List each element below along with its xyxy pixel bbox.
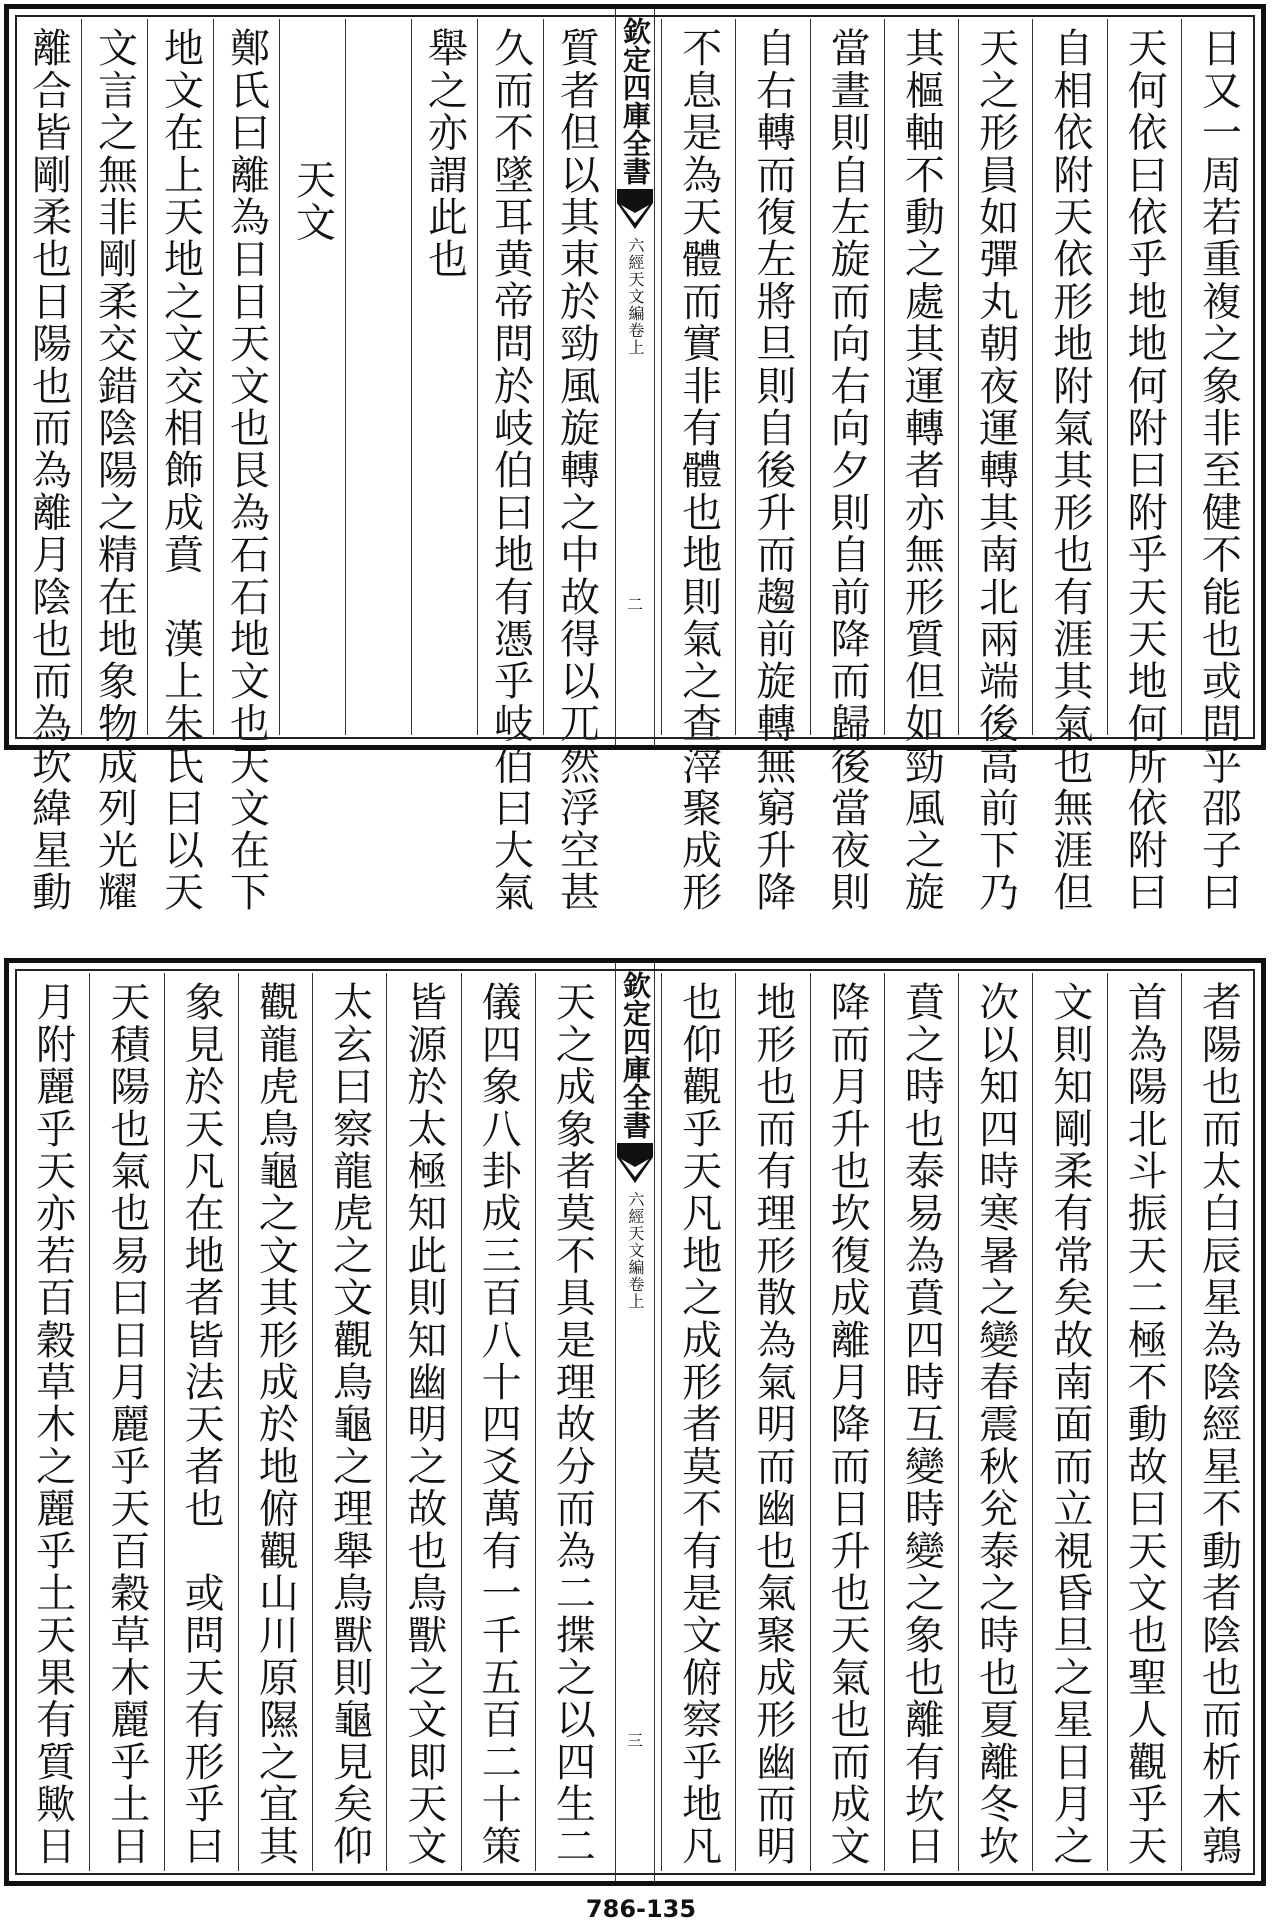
fishtail-mark-icon xyxy=(617,1143,653,1183)
band-title: 欽定四庫全書 xyxy=(619,17,652,185)
page-footer-number: 786-135 xyxy=(585,1895,697,1923)
text-column: 觀龍虎鳥龜之文其形成於地俯觀山川原隰之宜其 xyxy=(238,973,312,1871)
text-column: 不息是為天體而實非有體也地則氣之查滓聚成形 xyxy=(661,19,735,735)
text-column: 其樞軸不動之處其運轉者亦無形質但如勁風之旋 xyxy=(884,19,958,735)
text-column: 首為陽北斗振天二極不動故曰天文也聖人觀乎天 xyxy=(1107,973,1181,1871)
text-column: 儀四象八卦成三百八十四爻萬有一千五百二十策 xyxy=(461,973,535,1871)
fishtail-mark-icon xyxy=(617,189,653,229)
text-column: 也仰觀乎天凡地之成形者莫不有是文俯察乎地凡 xyxy=(661,973,735,1871)
text-column: 天積陽也氣也易曰日月麗乎天百穀草木麗乎土日 xyxy=(89,973,163,1871)
text-column: 文言之無非剛柔交錯陰陽之精在地象物成列光耀 xyxy=(81,19,147,735)
band-page-number: 三 xyxy=(626,1731,643,1750)
text-column: 天何依曰依乎地地何附曰附乎天天地何所依附曰 xyxy=(1107,19,1181,735)
band-book-info: 六經天文編卷上 xyxy=(626,237,645,356)
text-column: 天之形員如彈丸朝夜運轉其南北兩端後高前下乃 xyxy=(958,19,1032,735)
text-column: 久而不墜耳黄帝問於岐伯曰地有憑乎岐伯曰大氣 xyxy=(477,19,543,735)
text-column: 自右轉而復左將旦則自後升而趨前旋轉無窮升降 xyxy=(735,19,809,735)
text-column: 太玄曰察龍虎之文觀鳥龜之理舉鳥獸則龜見矣仰 xyxy=(312,973,386,1871)
text-column: 質者但以其束於勁風旋轉之中故得以兀然浮空甚 xyxy=(543,19,609,735)
text-column: 次以知四時寒暑之變春震秋兊泰之時也夏離冬坎 xyxy=(958,973,1032,1871)
text-column: 賁之時也泰易為賁四時互變時變之象也離有坎日 xyxy=(884,973,958,1871)
top-left-half xyxy=(9,9,615,914)
text-column: 文則知剛柔有常矣故南面而立視昏旦之星日月之 xyxy=(1032,973,1106,1871)
text-column: 皆源於太極知此則知幽明之故也鳥獸之文即天文 xyxy=(386,973,460,1871)
center-fold-band xyxy=(615,9,655,745)
text-column: 自相依附天依形地附氣其形也有涯其氣也無涯但 xyxy=(1032,19,1106,735)
band-book-info: 六經天文編卷上 xyxy=(626,1191,645,1310)
top-right-half xyxy=(655,9,1261,914)
band-page-number: 二 xyxy=(626,595,643,614)
center-fold-band xyxy=(615,963,655,1881)
bottom-left-half xyxy=(9,963,615,1881)
text-column: 地文在上天地之文交相飾成賁 漢上朱氏曰以天 xyxy=(147,19,213,735)
text-column: 天之成象者莫不具是理故分而為二揲之以四生二 xyxy=(535,973,609,1871)
text-column: 當晝則自左旋而向右向夕則自前降而歸後當夜則 xyxy=(810,19,884,735)
text-column: 地形也而有理形散為氣明而幽也氣聚成形幽而明 xyxy=(735,973,809,1871)
text-column: 月附麗乎天亦若百穀草木之麗乎土天果有質歟日 xyxy=(15,973,89,1871)
bottom-right-half xyxy=(655,963,1261,1881)
text-column: 者陽也而太白辰星為陰經星不動者陰也而析木鶉 xyxy=(1181,973,1255,1871)
text-column: 降而月升也坎復成離月降而日升也天氣也而成文 xyxy=(810,973,884,1871)
text-column: 象見於天凡在地者皆法天者也 或問天有形乎曰 xyxy=(164,973,238,1871)
blank-column xyxy=(345,19,411,735)
bottom-page xyxy=(4,958,1266,1886)
text-column: 日又一周若重複之象非至健不能也或問乎邵子曰 xyxy=(1181,19,1255,735)
text-column: 鄭氏曰離為日日天文也艮為石石地文也天文在下 xyxy=(213,19,279,735)
top-page xyxy=(4,4,1266,914)
text-column: 舉之亦謂此也 xyxy=(411,19,477,735)
text-column: 離合皆剛柔也日陽也而為離月陰也而為坎緯星動 xyxy=(15,19,81,735)
section-heading: 天文 xyxy=(279,19,345,735)
band-title: 欽定四庫全書 xyxy=(619,971,652,1139)
